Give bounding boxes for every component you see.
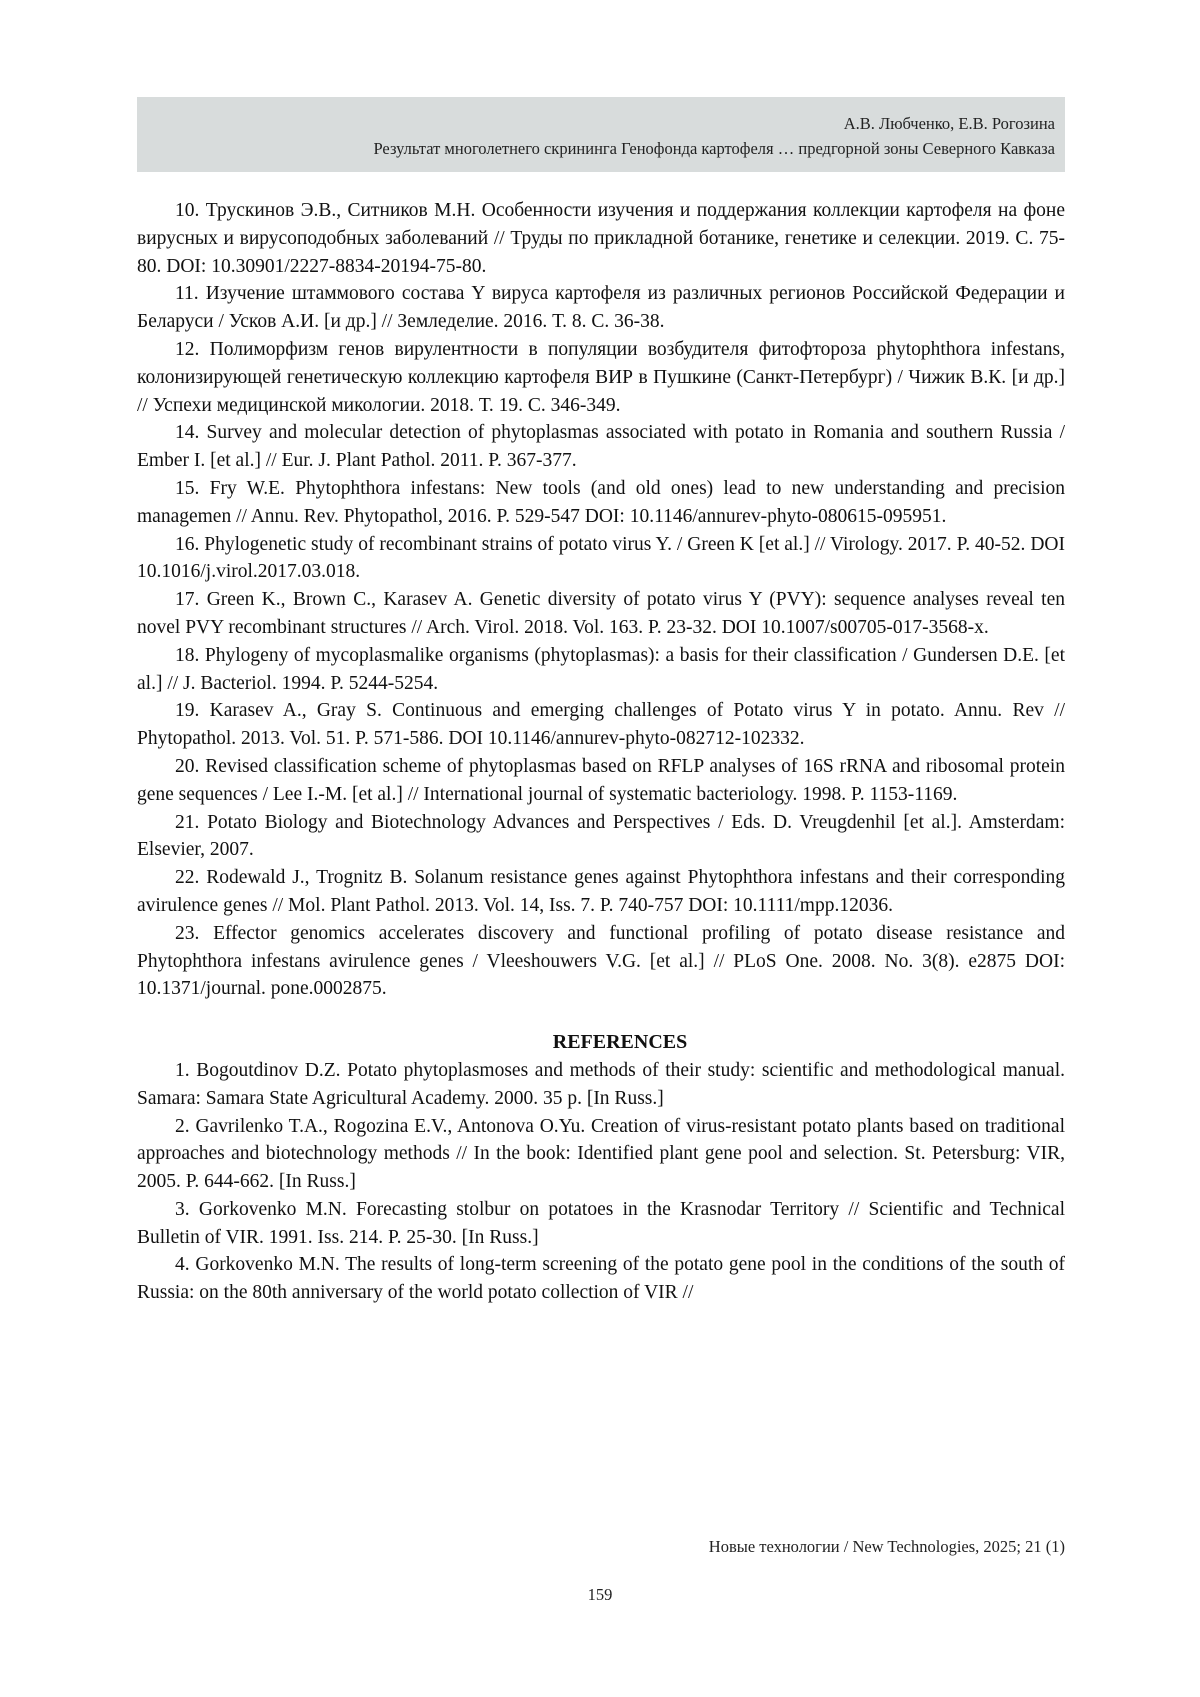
reference-item: 23. Effector genomics accelerates discovery and functional profiling of potato disease resistance and Phytophthora infestans avirulence genes / Vleeshouwers V.G. [et al.] // PLoS One. 2008. No. 3(8). e2875 DOI: 10.1371/journal. pone.0002875. <box>137 922 1065 1000</box>
reference-item: 18. Phylogeny of mycoplasmalike organisms (phytoplasmas): a basis for their classification / Gundersen D.E. [et al.] // J. Bacteriol. 1994. P. 5244-5254. <box>137 644 1065 694</box>
reference-item: 15. Fry W.E. Phytophthora infestans: New tools (and old ones) lead to new understanding and precision managemen // Annu. Rev. Phytopathol, 2016. P. 529-547 DOI: 10.1146/annurev-phyto-080615-095951. <box>137 477 1065 527</box>
reference-item: 1. Bogoutdinov D.Z. Potato phytoplasmoses and methods of their study: scientific and methodological manual. Samara: Samara State Agricultural Academy. 2000. 35 p. [In Russ.] <box>137 1059 1065 1109</box>
reference-item: 4. Gorkovenko M.N. The results of long-term screening of the potato gene pool in the conditions of the south of Russia: on the 80th anniversary of the world potato collection of VIR // <box>137 1254 1065 1304</box>
reference-item: 19. Karasev A., Gray S. Continuous and emerging challenges of Potato virus Y in potato. Annu. Rev // Phytopathol. 2013. Vol. 51. P. 571-586. DOI 10.1146/annurev-phyto-082712-102332. <box>137 700 1065 750</box>
page-number: 159 <box>587 1585 613 1604</box>
reference-item: 14. Survey and molecular detection of phytoplasmas associated with potato in Romania and southern Russia / Ember I. [et al.] // Eur. J. Plant Pathol. 2011. P. 367-377. <box>137 422 1065 472</box>
reference-item: 3. Gorkovenko M.N. Forecasting stolbur on potatoes in the Krasnodar Territory // Scientific and Technical Bulletin of VIR. 1991. Iss. 214. P. 25-30. [In Russ.] <box>137 1198 1065 1248</box>
journal-footer: Новые технологии / New Technologies, 2025; 21 (1) <box>708 1537 1065 1556</box>
reference-item: 10. Трускинов Э.В., Ситников М.Н. Особенности изучения и поддержания коллекции картофеля на фоне вирусных и вирусоподобных заболеваний // Труды по прикладной ботанике, генетике и селекции. 2019. С. 75-80. DOI: 10.30901/2227-8834-20194-75-80. <box>137 200 1065 277</box>
reference-item: 17. Green K., Brown C., Karasev A. Genetic diversity of potato virus Y (PVY): sequence analyses reveal ten novel PVY recombinant structures // Arch. Virol. 2018. Vol. 163. P. 23-32. DOI 10.1007/s00705-017-3568-x. <box>137 589 1065 638</box>
running-header <box>137 97 1065 172</box>
reference-item: 16. Phylogenetic study of recombinant strains of potato virus Y. / Green K [et al.] // Virology. 2017. P. 40-52. DOI 10.1016/j.virol.2017.03.018. <box>137 533 1065 583</box>
reference-item: 2. Gavrilenko T.A., Rogozina E.V., Antonova O.Yu. Creation of virus-resistant potato plants based on traditional approaches and biotechnology methods // In the book: Identified plant gene pool and selection. St. Petersburg: VIR, 2005. P. 644-662. [In Russ.] <box>137 1115 1065 1193</box>
header-article-title: Результат многолетнего скрининга Генофонда картофеля … предгорной зоны Северного Кавказа <box>373 139 1055 158</box>
reference-item: 20. Revised classification scheme of phytoplasmas based on RFLP analyses of 16S rRNA and ribosomal protein gene sequences / Lee I.-M. [et al.] // International journal of systematic bacteriology. 1998. P. 1153-1169. <box>137 755 1065 805</box>
reference-item: 21. Potato Biology and Biotechnology Advances and Perspectives / Eds. D. Vreugdenhil [et al.]. Amsterdam: Elsevier, 2007. <box>137 811 1065 861</box>
reference-item: 12. Полиморфизм генов вирулентности в популяции возбудителя фитофтороза phytophthora infestans, колонизирующей генетическую коллекцию картофеля ВИР в Пушкине (Санкт-Петербург) / Чижик В.К. [и др.] // Успехи медицинской микологии. 2018. Т. 19. С. 346-349. <box>137 338 1065 416</box>
reference-item: 11. Изучение штаммового состава Y вируса картофеля из различных регионов Российской Федерации и Беларуси / Усков А.И. [и др.] // Земледелие. 2016. Т. 8. С. 36-38. <box>137 283 1065 333</box>
header-authors: А.В. Любченко, Е.В. Рогозина <box>843 114 1055 133</box>
reference-item: 22. Rodewald J., Trognitz B. Solanum resistance genes against Phytophthora infestans and their corresponding avirulence genes // Mol. Plant Pathol. 2013. Vol. 14, Iss. 7. P. 740-757 DOI: 10.1111/mpp.12036. <box>137 867 1065 916</box>
reference-list <box>137 197 1065 1307</box>
references-heading: REFERENCES <box>552 1031 688 1054</box>
